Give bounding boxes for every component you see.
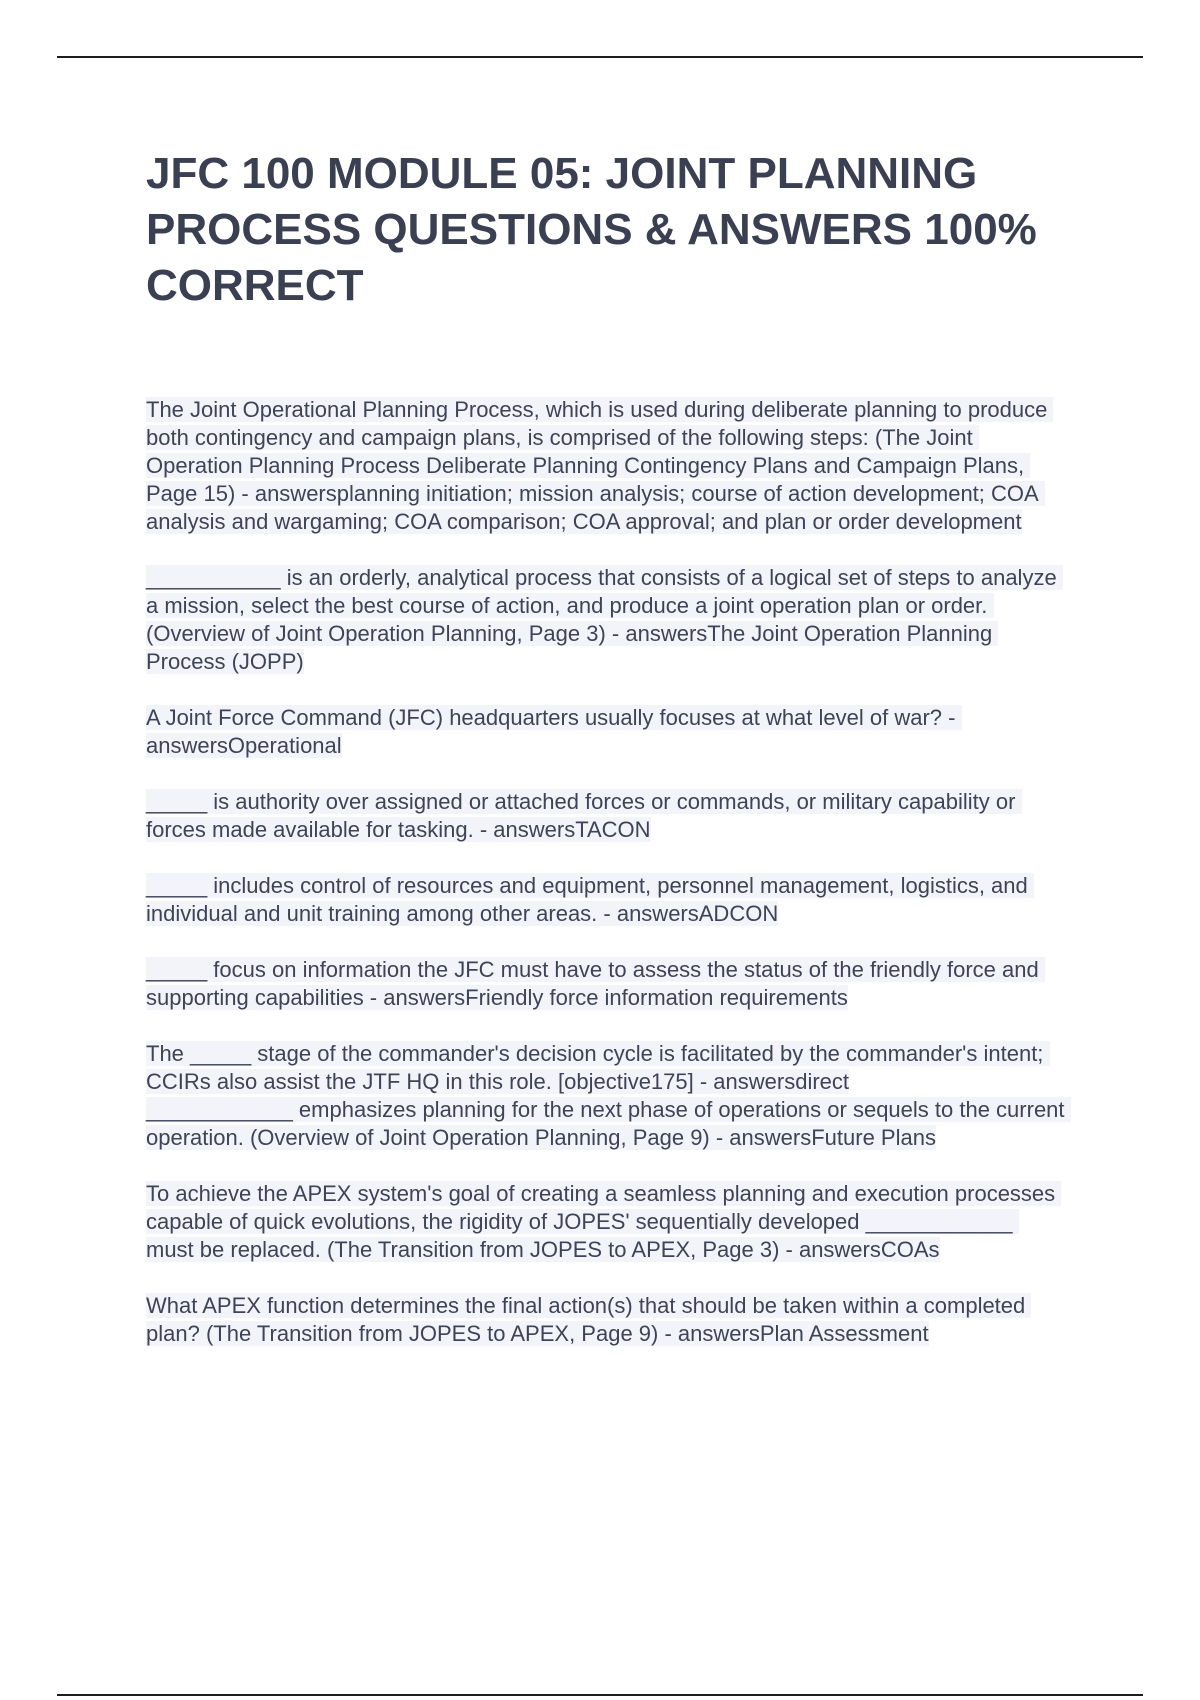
qa-item-6-text: _____ focus on information the JFC must have to assess the status of the friendly force and supporting capabilities - answersFriendly force information requirements <box>146 957 1045 1010</box>
qa-item-2-text: ___________ is an orderly, analytical process that consists of a logical set of steps to analyze a mission, select the best course of action, and produce a joint operation plan or order. (Overview of Joint Operation Planning, Page 3) - answersThe Joint Operation Planning Process (JOPP) <box>146 565 1063 674</box>
qa-item-2 <box>146 564 1066 676</box>
qa-item-5 <box>146 872 1066 928</box>
qa-item-8-text: ____________ emphasizes planning for the next phase of operations or sequels to the current operation. (Overview of Joint Operation Planning, Page 9) - answersFuture Plans <box>146 1097 1071 1150</box>
qa-item-1-text: The Joint Operational Planning Process, which is used during deliberate planning to produce both contingency and campaign plans, is comprised of the following steps: (The Joint Operation Planning Process Deliberate Planning Contingency Plans and Campaign Plans, Page 15) - answersplanning initiation; mission analysis; course of action development; COA analysis and wargaming; COA comparison; COA approval; and plan or order development <box>146 397 1054 534</box>
qa-item-10 <box>146 1292 1066 1348</box>
qa-list <box>146 396 1071 1348</box>
qa-item-7 <box>146 1040 1066 1096</box>
qa-item-4-text: _____ is authority over assigned or attached forces or commands, or military capability or forces made available for tasking. - answersTACON <box>146 789 1022 842</box>
qa-item-5-text: _____ includes control of resources and equipment, personnel management, logistics, and individual and unit training among other areas. - answersADCON <box>146 873 1034 926</box>
qa-item-1 <box>146 396 1066 536</box>
bottom-rule <box>57 1694 1143 1696</box>
document-title: JFC 100 MODULE 05: JOINT PLANNING PROCESS QUESTIONS & ANSWERS 100% CORRECT <box>146 149 1037 310</box>
qa-item-7-text: The _____ stage of the commander's decision cycle is facilitated by the commander's intent; CCIRs also assist the JTF HQ in this role. [objective175] - answersdirect <box>146 1041 1050 1094</box>
qa-item-9-text: To achieve the APEX system's goal of creating a seamless planning and execution processes capable of quick evolutions, the rigidity of JOPES' sequentially developed ____________ must be replaced. (The Transition from JOPES to APEX, Page 3) - answersCOAs <box>146 1181 1062 1262</box>
qa-item-9 <box>146 1180 1066 1264</box>
qa-item-3 <box>146 704 1066 760</box>
qa-item-10-text: What APEX function determines the final action(s) that should be taken within a completed plan? (The Transition from JOPES to APEX, Page 9) - answersPlan Assessment <box>146 1293 1032 1346</box>
qa-item-3-text: A Joint Force Command (JFC) headquarters usually focuses at what level of war? - answersOperational <box>146 705 962 758</box>
qa-item-4 <box>146 788 1066 844</box>
qa-item-8 <box>146 1096 1071 1152</box>
qa-item-6 <box>146 956 1066 1012</box>
top-rule <box>57 56 1143 58</box>
